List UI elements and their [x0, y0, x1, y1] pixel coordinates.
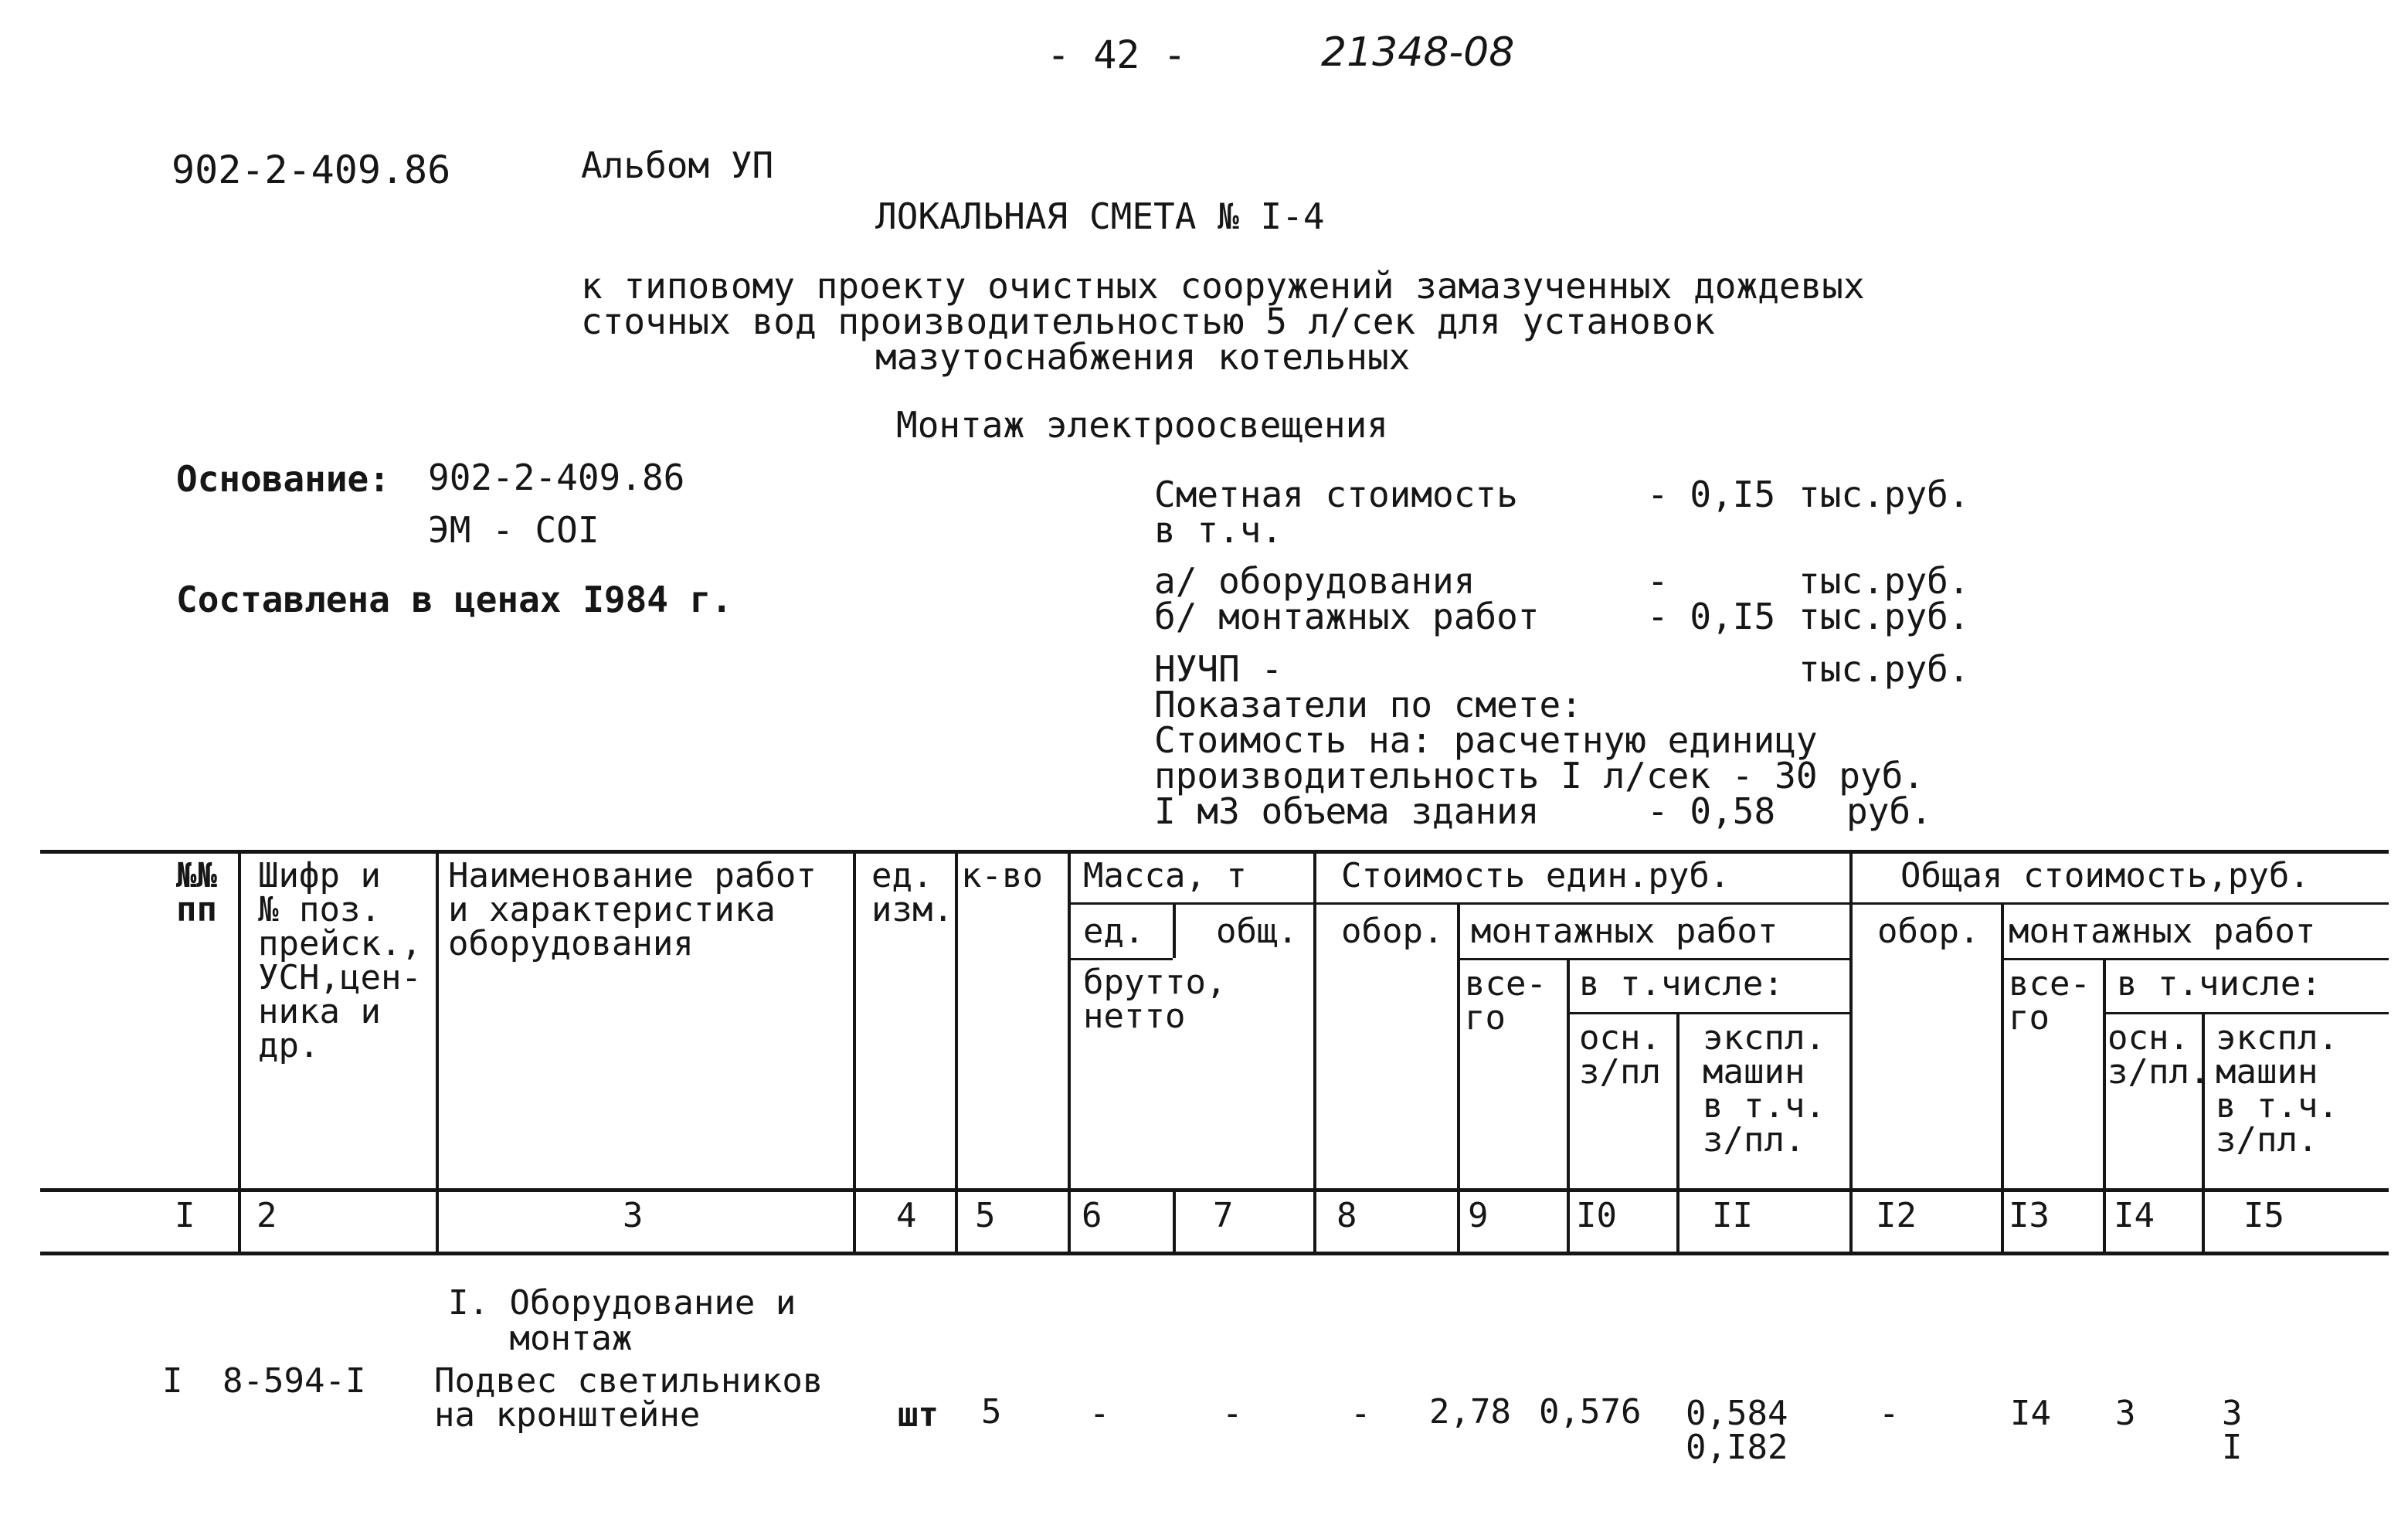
vsep-5 — [1068, 850, 1071, 1252]
subheader-rule-1 — [1068, 902, 2389, 905]
subtitle-line-3: мазутоснабжения котельных — [875, 336, 1411, 378]
vsep-4 — [955, 850, 958, 1252]
cost-label: Сметная стоимость — [1154, 474, 1518, 515]
installation-unit: тыс.руб. — [1798, 596, 1970, 637]
indicators-label: Показатели по смете: — [1154, 684, 1582, 725]
row-equipment-total: - — [1879, 1394, 1900, 1433]
equipment-value: - — [1647, 560, 1669, 602]
header-machines-2: экспл. машин в т.ч. з/пл. — [2216, 1018, 2338, 1160]
vsep-10 — [1676, 1012, 1679, 1252]
header-base-pay: осн. з/пл — [1579, 1018, 1661, 1092]
row-number: I — [162, 1361, 183, 1401]
column-number: 2 — [256, 1196, 277, 1235]
column-number: I2 — [1876, 1196, 1917, 1235]
basis-label: Основание: — [176, 458, 390, 500]
page-number: - 42 - — [1047, 32, 1187, 77]
row-install-total-2: I4 — [2010, 1394, 2051, 1433]
header-code: Шифр и № поз. прейск., УСН,цен- ника и др. — [258, 856, 422, 1065]
vsep-9 — [1567, 958, 1570, 1252]
incl-label: в т.ч. — [1154, 509, 1283, 551]
install-subrule — [1457, 958, 1849, 960]
subtitle-line-1: к типовому проекту очистных сооружений замазученных дождевых — [581, 265, 1865, 307]
installation-label: б/ монтажных работ — [1154, 596, 1540, 637]
column-number: 5 — [975, 1196, 996, 1235]
vsep-13 — [2103, 958, 2106, 1252]
column-number: 4 — [896, 1196, 917, 1235]
header-number: №№ пп — [176, 856, 217, 929]
nuchp-unit: тыс.руб. — [1798, 648, 1970, 690]
volume-label: I м3 объема здания — [1154, 790, 1540, 832]
equipment-unit: тыс.руб. — [1798, 560, 1970, 602]
header-total-2: все- го — [2009, 964, 2090, 1038]
vsep-1 — [238, 850, 241, 1252]
equipment-label: а/ оборудования — [1154, 560, 1476, 602]
header-name: Наименование работ и характеристика оборудования — [448, 856, 817, 963]
table-header-rule — [40, 1188, 2389, 1192]
basis-sheet: ЭМ - COI — [428, 509, 599, 551]
vsep-2 — [436, 850, 439, 1252]
header-mass-note: брутто, нетто — [1083, 963, 1227, 1036]
header-installation: монтажных работ — [1471, 912, 1778, 951]
basis-code: 902-2-409.86 — [428, 457, 685, 498]
vsep-11 — [1849, 850, 1853, 1252]
header-mass-unit: ед. — [1083, 912, 1145, 951]
row-name: Подвес светильников на кронштейне — [434, 1361, 824, 1435]
document-title: ЛОКАЛЬНАЯ СМЕТА № I-4 — [875, 195, 1325, 237]
capacity-indicator: производительность I л/сек - 30 руб. — [1154, 755, 1924, 797]
column-number: 9 — [1468, 1196, 1489, 1235]
vsep-6b — [1173, 1188, 1176, 1252]
header-equipment-2: обор. — [1877, 912, 1980, 951]
album-label: Альбом УП — [581, 144, 774, 186]
subtitle-line-2: сточных вод производительностью 5 л/сек для установок — [581, 301, 1715, 342]
vsep-7 — [1313, 850, 1316, 1252]
row-mass-unit: - — [1089, 1394, 1110, 1433]
mass-subrule — [1068, 958, 1173, 960]
header-equipment: обор. — [1341, 912, 1444, 951]
row-machines: 0,584 0,I82 — [1686, 1394, 1788, 1467]
cost-value: - 0,I5 — [1647, 474, 1776, 515]
column-number: I5 — [2243, 1196, 2284, 1235]
cost-per-label: Стоимость на: расчетную единицу — [1154, 719, 1818, 761]
header-including-2: в т.числе: — [2117, 964, 2321, 1004]
install2-subrule — [2001, 958, 2389, 960]
column-number: I0 — [1576, 1196, 1617, 1235]
row-install-total: 2,78 — [1429, 1392, 1511, 1432]
section-title: I. Оборудование и монтаж — [448, 1283, 796, 1358]
header-mass: Масса, т — [1083, 856, 1247, 895]
volume-unit: руб. — [1846, 790, 1932, 832]
column-number: 8 — [1336, 1196, 1357, 1235]
volume-value: - 0,58 — [1647, 790, 1776, 832]
row-code: 8-594-I — [222, 1361, 366, 1401]
header-total-cost: Общая стоимость,руб. — [1900, 856, 2310, 895]
header-total: все- го — [1465, 964, 1547, 1038]
row-machines-2: 3 I — [2222, 1394, 2243, 1467]
installation-value: - 0,I5 — [1647, 596, 1776, 637]
prices-note: Составлена в ценах I984 г. — [176, 579, 733, 620]
cost-unit: тыс.руб. — [1798, 474, 1970, 515]
column-number: II — [1712, 1196, 1753, 1235]
header-unit: ед. изм. — [871, 856, 953, 929]
header-base-pay-2: осн. з/пл. — [2107, 1018, 2210, 1092]
nuchp-label: НУЧП - — [1154, 648, 1283, 690]
row-base-pay: 0,576 — [1539, 1392, 1642, 1432]
column-number: I4 — [2114, 1196, 2155, 1235]
row-quantity: 5 — [981, 1392, 1002, 1432]
column-number: 7 — [1213, 1196, 1234, 1235]
row-mass-total: - — [1222, 1394, 1243, 1433]
incl2-subrule — [2103, 1012, 2389, 1014]
work-title: Монтаж электроосвещения — [896, 404, 1388, 446]
row-unit: шт — [898, 1395, 939, 1435]
column-number: I3 — [2009, 1196, 2050, 1235]
column-number: 3 — [623, 1196, 644, 1235]
column-number: I — [175, 1196, 195, 1235]
archive-code: 21348-08 — [1321, 29, 1515, 76]
vsep-3 — [853, 850, 856, 1252]
vsep-12 — [2001, 902, 2004, 1252]
header-mass-total: общ. — [1216, 912, 1298, 951]
header-unit-cost: Стоимость един.руб. — [1341, 856, 1730, 895]
table-top-rule — [40, 850, 2389, 854]
column-number: 6 — [1082, 1196, 1102, 1235]
incl-subrule — [1567, 1012, 1849, 1014]
row-equipment-unit: - — [1350, 1394, 1371, 1433]
header-quantity: к-во — [961, 856, 1043, 895]
vsep-8 — [1457, 902, 1460, 1252]
vsep-6a — [1173, 902, 1176, 958]
header-machines: экспл. машин в т.ч. з/пл. — [1703, 1018, 1826, 1160]
table-numbers-rule — [40, 1252, 2389, 1255]
header-including: в т.числе: — [1579, 964, 1784, 1004]
doc-code: 902-2-409.86 — [172, 148, 451, 192]
row-base-pay-2: 3 — [2115, 1394, 2136, 1433]
header-installation-2: монтажных работ — [2009, 912, 2316, 951]
